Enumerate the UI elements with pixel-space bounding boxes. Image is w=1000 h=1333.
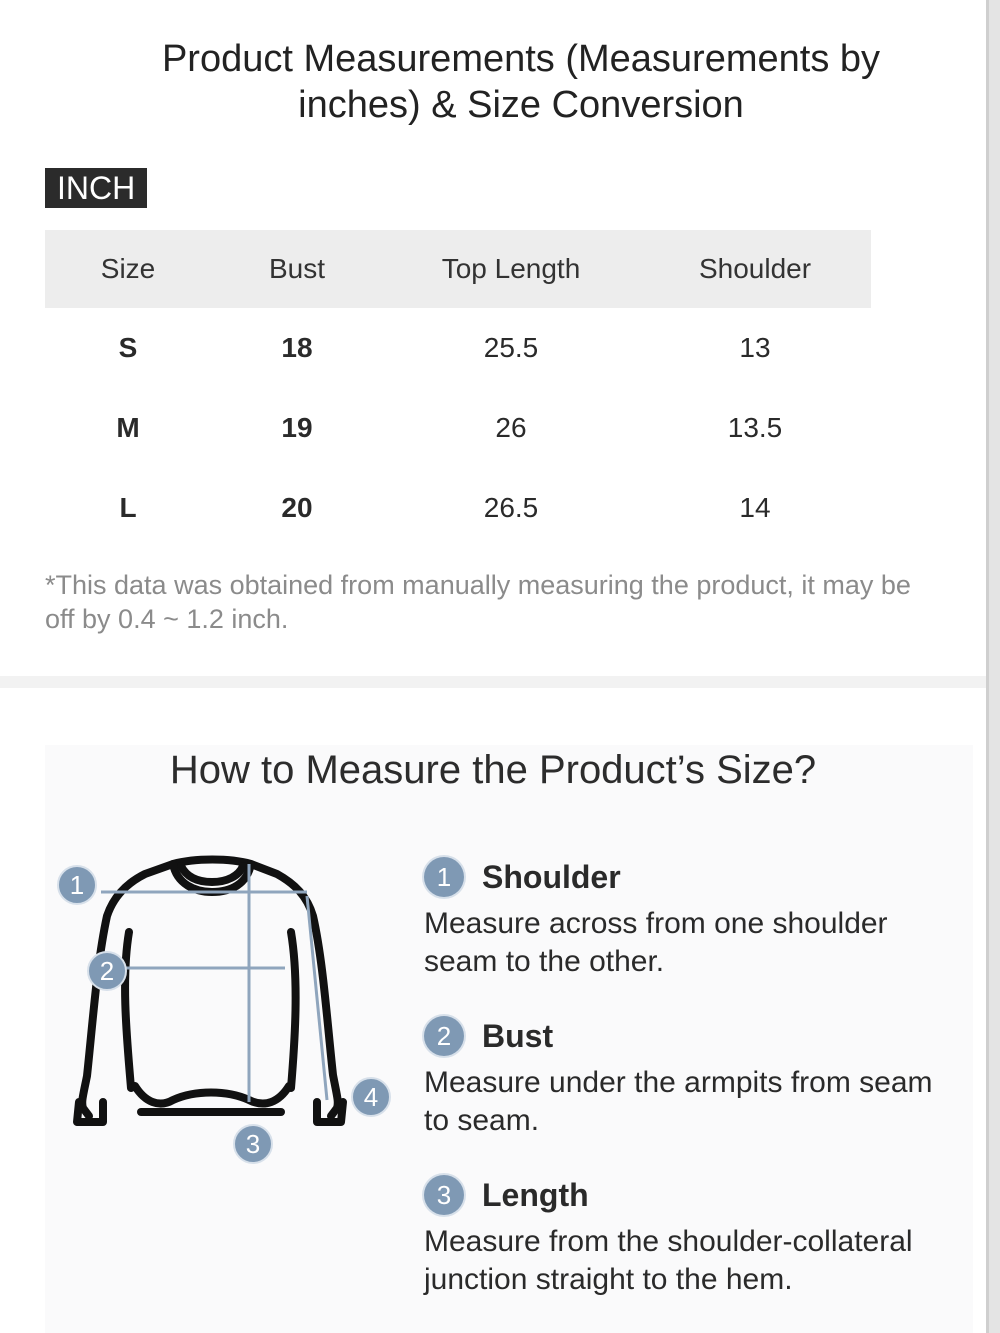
marker-1 — [58, 866, 96, 904]
step-description: Measure under the armpits from seam to seam. — [424, 1066, 933, 1137]
marker-2 — [88, 952, 126, 990]
step-title: Bust — [482, 1017, 554, 1054]
step-description: Measure from the shoulder-collateral junction straight to the hem. — [424, 1225, 913, 1296]
row-shoulder: 13.5 — [727, 412, 783, 443]
step-description: Measure across from one shoulder seam to the other. — [424, 907, 888, 978]
how-to-title: How to Measure the Product’s Size? — [169, 748, 817, 792]
table-row — [45, 308, 871, 388]
header-bust: Bust — [268, 253, 326, 284]
sweater-diagram — [55, 850, 395, 1170]
marker-4 — [352, 1078, 390, 1116]
table-row — [45, 468, 871, 548]
svg-text:4: 4 — [363, 1082, 379, 1112]
row-size: M — [116, 412, 140, 443]
header-shoulder: Shoulder — [698, 253, 812, 284]
table-row — [45, 388, 871, 468]
row-bust: 20 — [281, 492, 313, 523]
step-title: Length — [482, 1176, 589, 1213]
step-title: Shoulder — [482, 858, 621, 895]
step-number-badge: 3 — [424, 1175, 464, 1215]
row-size: S — [118, 332, 138, 363]
page-title: Product Measurements (Measurements by inches) & Size Conversion — [161, 38, 881, 126]
step-number-badge: 2 — [424, 1016, 464, 1056]
unit-tag: INCH — [45, 168, 147, 208]
step-bust — [424, 1014, 964, 1140]
row-bust: 18 — [281, 332, 313, 363]
step-shoulder — [424, 855, 964, 981]
table-header — [45, 230, 871, 308]
row-top-length: 26.5 — [483, 492, 539, 523]
window-edge — [986, 0, 1000, 1333]
size-table — [45, 230, 871, 548]
row-size: L — [119, 492, 137, 523]
header-size: Size — [100, 253, 156, 284]
svg-text:3: 3 — [245, 1129, 261, 1159]
row-shoulder: 13 — [739, 332, 771, 363]
row-shoulder: 14 — [739, 492, 771, 523]
svg-text:1: 1 — [69, 870, 85, 900]
svg-text:2: 2 — [99, 956, 115, 986]
measurement-note: *This data was obtained from manually measuring the product, it may be off by 0.4 ~ 1.2 inch. — [45, 570, 911, 634]
step-length — [424, 1173, 964, 1299]
row-bust: 19 — [281, 412, 313, 443]
row-top-length: 25.5 — [483, 332, 539, 363]
header-top-length: Top Length — [441, 253, 581, 284]
step-number-badge: 1 — [424, 857, 464, 897]
measure-steps — [424, 855, 964, 1332]
section-divider — [0, 676, 986, 688]
row-top-length: 26 — [495, 412, 527, 443]
marker-3 — [234, 1125, 272, 1163]
